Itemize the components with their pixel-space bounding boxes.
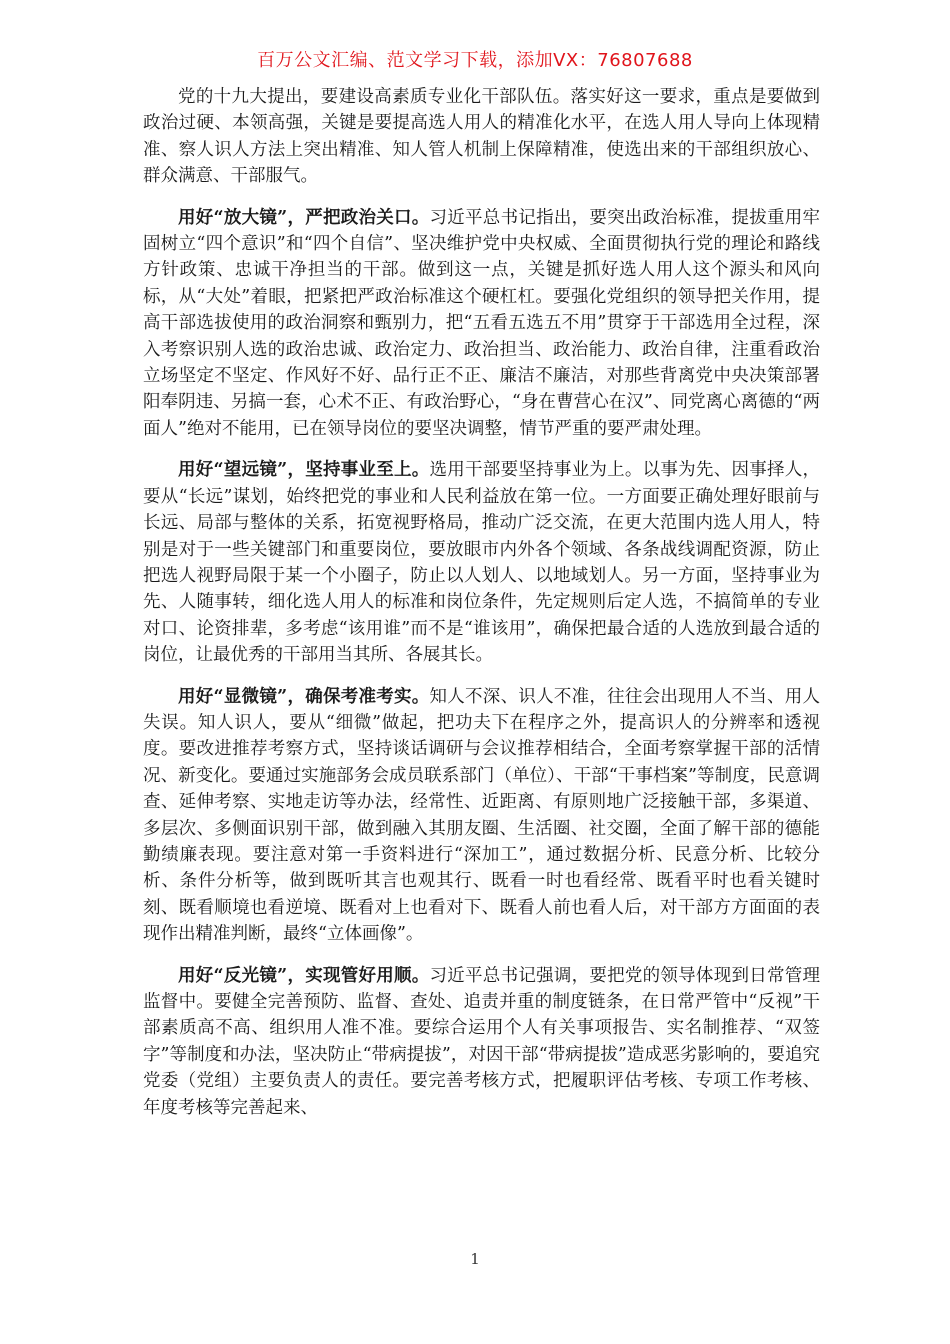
- paragraph-microscope: [143, 684, 820, 948]
- paragraph-text: 知人不深、识人不准，往往会出现用人不当、用人失误。知人识人，要从“细微”做起，把功夫下在程序之外，提高识人的分辨率和透视度。要改进推荐考察方式，坚持谈话调研与会议推荐相结合，全面考察掌握干部的活情况、新变化。要通过实施部务会成员联系部门（单位）、干部“干事档案”等制度，民意调查、延伸考察、实地走访等办法，经常性、近距离、有原则地广泛接触干部，多渠道、多层次、多侧面识别干部，做到融入其朋友圈、生活圈、社交圈，全面了解干部的德能勤绩廉表现。要注意对第一手资料进行“深加工”，通过数据分析、民意分析、比较分析、条件分析等，做到既听其言也观其行、既看一时也看经常、既看平时也看关键时刻、既看顺境也看逆境、既看对上也看对下、既看人前也看人后，对干部方方面面的表现作出精准判断，最终“立体画像”。: [143, 686, 820, 945]
- paragraph-intro: [143, 84, 820, 190]
- paragraph-mirror: [143, 963, 820, 1121]
- paragraph-lead: 用好“放大镜”，严把政治关口。: [178, 207, 430, 228]
- paragraph-lead: 用好“显微镜”，确保考准考实。: [178, 686, 430, 707]
- page-header: 百万公文汇编、范文学习下载，添加VX：76807688: [257, 50, 693, 71]
- paragraph-text: 习近平总书记强调，要把党的领导体现到日常管理监督中。要健全完善预防、监督、查处、追责并重的制度链条，在日常严管中“反视”干部素质高不高、组织用人准不准。要综合运用个人有关事项报告、实名制推荐、“双签字”等制度和办法，坚决防止“带病提拔”，对因干部“带病提拔”造成恶劣影响的，要追究党委（党组）主要负责人的责任。要完善考核方式，把履职评估考核、专项工作考核、年度考核等完善起来、: [143, 965, 820, 1118]
- document-body: [143, 84, 820, 1136]
- paragraph-text: 选用干部要坚持事业为上。以事为先、因事择人，要从“长远”谋划，始终把党的事业和人民利益放在第一位。一方面要正确处理好眼前与长远、局部与整体的关系，拓宽视野格局，推动广泛交流，在更大范围内选人用人，特别是对于一些关键部门和重要岗位，要放眼市内外各个领域、各条战线调配资源，防止把选人视野局限于某一个小圈子，防止以人划人、以地域划人。另一方面，坚持事业为先、人随事转，细化选人用人的标准和岗位条件，先定规则后定人选，不搞简单的专业对口、论资排辈，多考虑“该用谁”而不是“谁该用”，确保把最合适的人选放到最合适的岗位，让最优秀的干部用当其所、各展其长。: [143, 460, 820, 666]
- page-number: 1: [470, 1250, 480, 1268]
- paragraph-lead: 用好“望远镜”，坚持事业至上。: [178, 460, 430, 481]
- paragraph-text: 党的十九大提出，要建设高素质专业化干部队伍。落实好这一要求，重点是要做到政治过硬、本领高强，关键是要提高选人用人的精准化水平，在选人用人导向上体现精准、察人识人方法上突出精准、知人管人机制上保障精准，使选出来的干部组织放心、群众满意、干部服气。: [143, 87, 820, 187]
- paragraph-lead: 用好“反光镜”，实现管好用顺。: [178, 965, 430, 986]
- paragraph-magnifier: [143, 205, 820, 443]
- paragraph-text: 习近平总书记指出，要突出政治标准，提拔重用牢固树立“四个意识”和“四个自信”、坚决维护党中央权威、全面贯彻执行党的理论和路线方针政策、忠诚干净担当的干部。做到这一点，关键是抓好选人用人这个源头和风向标，从“大处”着眼，把紧把严政治标准这个硬杠杠。要强化党组织的领导把关作用，提高干部选拔使用的政治洞察和甄别力，把“五看五选五不用”贯穿于干部选用全过程，深入考察识别人选的政治忠诚、政治定力、政治担当、政治能力、政治自律，注重看政治立场坚定不坚定、作风好不好、品行正不正、廉洁不廉洁，对那些背离党中央决策部署阳奉阴违、另搞一套，心术不正、有政治野心，“身在曹营心在汉”、同党离心离德的“两面人”绝对不能用，已在领导岗位的要坚决调整，情节严重的要严肃处理。: [143, 207, 820, 439]
- paragraph-telescope: [143, 457, 820, 668]
